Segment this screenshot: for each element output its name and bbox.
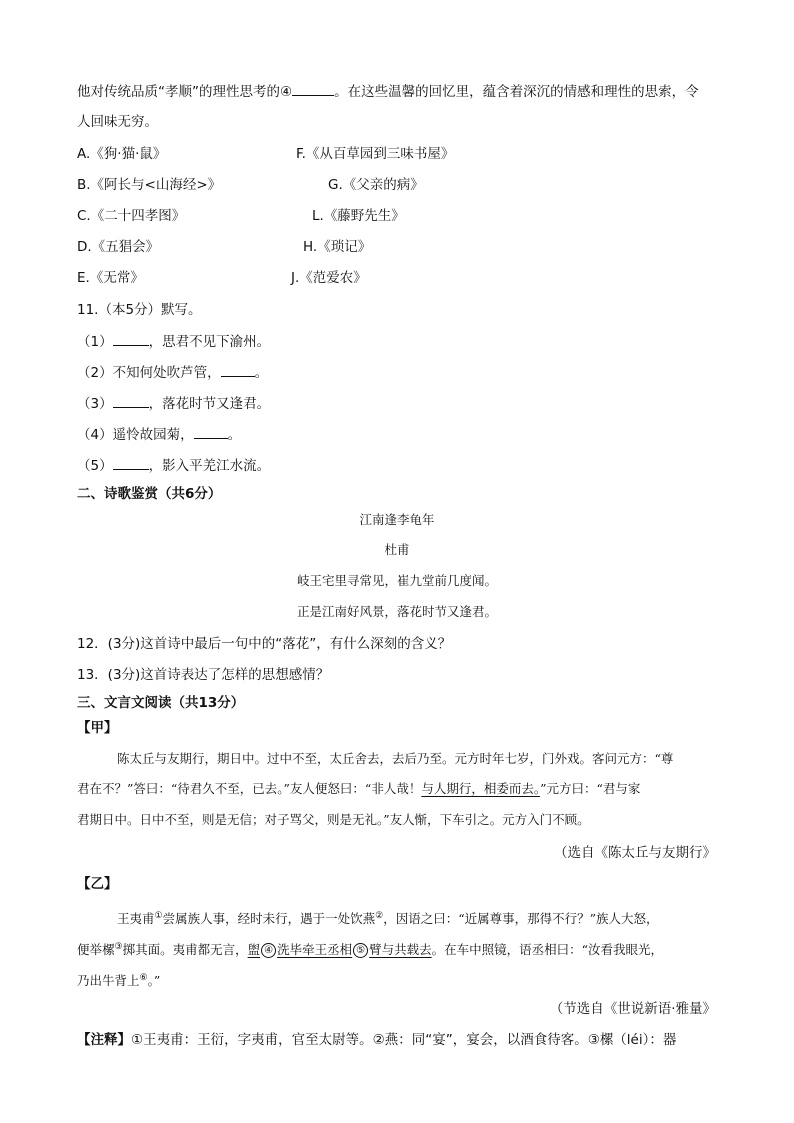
- note-ref: ②: [375, 911, 384, 921]
- intro-text-pre: 他对传统品质“孝顺”的理性思考的④: [77, 84, 293, 100]
- option-d: D.《五猖会》: [77, 239, 160, 255]
- intro-line-2: 人回味无穷。: [77, 114, 158, 130]
- passage-yi-line-2: [77, 937, 663, 960]
- option-c: C.《二十四孝图》: [77, 208, 186, 224]
- answer-blank[interactable]: [194, 424, 228, 439]
- q11-item-4-pre: （4）遥怜故园菊，: [77, 427, 194, 443]
- q11-item-4: [77, 424, 241, 445]
- q11-item-5-pre: （5）: [77, 458, 113, 474]
- note-ref: ⑥: [139, 973, 148, 983]
- option-f: F.《从百草园到三味书屋》: [296, 146, 455, 162]
- yi-text: 王夷甫: [117, 911, 155, 927]
- q11-item-2-post: 。: [254, 365, 269, 381]
- answer-blank[interactable]: [292, 81, 334, 96]
- passage-jia-label: 【甲】: [77, 720, 118, 736]
- q11-item-1-pre: （1）: [77, 334, 113, 350]
- option-j: J.《范爱农》: [291, 270, 367, 286]
- q13: 13．(3分)这首诗表达了怎样的思想感情？: [77, 667, 330, 683]
- notes-label: 【注释】: [77, 1032, 131, 1048]
- answer-blank[interactable]: [221, 362, 255, 377]
- passage-jia-line-3: 君期日中。日中不至，则是无信；对子骂父，则是无礼。”友人惭，下车引之。元方入门不顾。: [77, 812, 590, 827]
- yi-text: ，因语之曰：“近属尊事，那得不行？”族人大怒，: [383, 911, 659, 927]
- passage-jia-line-1: 陈太丘与友期行，期日中。过中不至，太丘舍去，去后乃至。元方时年七岁，门外戏。客问元方：“尊: [117, 751, 674, 766]
- section3-heading: 三、文言文阅读（共13分）: [77, 695, 245, 711]
- q12: 12．(3分)这首诗中最后一句中的“落花”，有什么深刻的含义？: [77, 636, 452, 652]
- q11-item-5: [77, 455, 270, 476]
- yi-text: 臂与共载去: [369, 942, 432, 958]
- q11-item-1: [77, 331, 270, 352]
- section2-heading: 二、诗歌鉴赏（共6分）: [77, 486, 222, 502]
- passage-yi-line-1: [117, 906, 658, 929]
- intro-text-post: 。在这些温馨的回忆里，蕴含着深沉的情感和理性的思索，令: [334, 84, 699, 100]
- answer-blank[interactable]: [113, 393, 149, 408]
- yi-text: 便举樏: [77, 942, 115, 958]
- answer-blank[interactable]: [113, 331, 149, 346]
- annotation-notes: [77, 1030, 676, 1050]
- option-e: E.《无常》: [77, 270, 144, 286]
- yi-text: 。在车中照镜，语丞相曰：“汝看我眼光，: [431, 942, 664, 958]
- yi-text: 洗毕牵王丞相: [277, 942, 353, 958]
- option-h: H.《琐记》: [303, 239, 372, 255]
- jia-line-2-pre: 君在不？”答曰：“待君久不至，已去。”友人便怒曰：“非人哉！: [77, 781, 422, 796]
- poem-line-1: 岐王宅里寻常见，崔九堂前几度闻。: [296, 573, 497, 588]
- poem-title: 江南逢李龟年: [359, 512, 435, 527]
- yi-text: 乃出牛背上: [77, 973, 140, 989]
- jia-line-2-post: ”元方曰：“君与家: [540, 781, 641, 796]
- option-b: B.《阿长与<山海经>》: [77, 177, 222, 193]
- q11-item-3: [77, 393, 270, 414]
- yi-text: 掷其面。夷甫都无言，: [122, 942, 248, 958]
- yi-text: 尝属族人事，经时未行，遇于一处饮燕: [162, 911, 376, 927]
- passage-jia-source: （选自《陈太丘与友期行》: [554, 845, 716, 861]
- option-a: A.《狗·猫·鼠》: [77, 146, 167, 162]
- q11-item-1-post: ，思君不见下渝州。: [148, 334, 271, 350]
- yi-text: 。”: [147, 973, 161, 989]
- note-ref: ③: [114, 942, 123, 952]
- yi-underlined-sentence: [248, 942, 432, 957]
- note-ref: ①: [154, 911, 163, 921]
- q11-item-2: [77, 362, 268, 383]
- jia-underlined-sentence: 与人期行，相委而去。: [421, 781, 541, 796]
- q11-title: 11.（本5分）默写。: [77, 302, 202, 318]
- passage-yi-line-3: [77, 968, 160, 991]
- notes-text: 【注释】①王夷甫：王衍，字夷甫，官至太尉等。②燕：同“宴”，宴会，以酒食待客。③樏（léi）：器: [77, 1032, 677, 1048]
- q11-item-2-pre: （2）不知何处吹芦管，: [77, 365, 221, 381]
- q11-item-3-post: ，落花时节又逢君。: [148, 396, 271, 412]
- poem-line-2: 正是江南好风景，落花时节又逢君。: [296, 604, 497, 619]
- answer-blank[interactable]: [113, 455, 149, 470]
- note-ref: ⑤: [353, 943, 368, 958]
- q11-item-3-pre: （3）: [77, 396, 113, 412]
- option-g: G.《父亲的病》: [328, 177, 424, 193]
- passage-yi-label: 【乙】: [77, 876, 118, 892]
- passage-yi-source: （节选自《世说新语·雅量》: [549, 1001, 716, 1017]
- intro-line-1: [77, 81, 699, 102]
- q11-item-5-post: ，影入平羌江水流。: [148, 458, 271, 474]
- passage-jia-line-2: [77, 779, 640, 799]
- note-ref: ④: [261, 943, 276, 958]
- poem-author: 杜甫: [384, 542, 410, 557]
- option-l: L.《藤野先生》: [312, 208, 405, 224]
- yi-text: 盥: [247, 942, 261, 958]
- q11-item-4-post: 。: [227, 427, 242, 443]
